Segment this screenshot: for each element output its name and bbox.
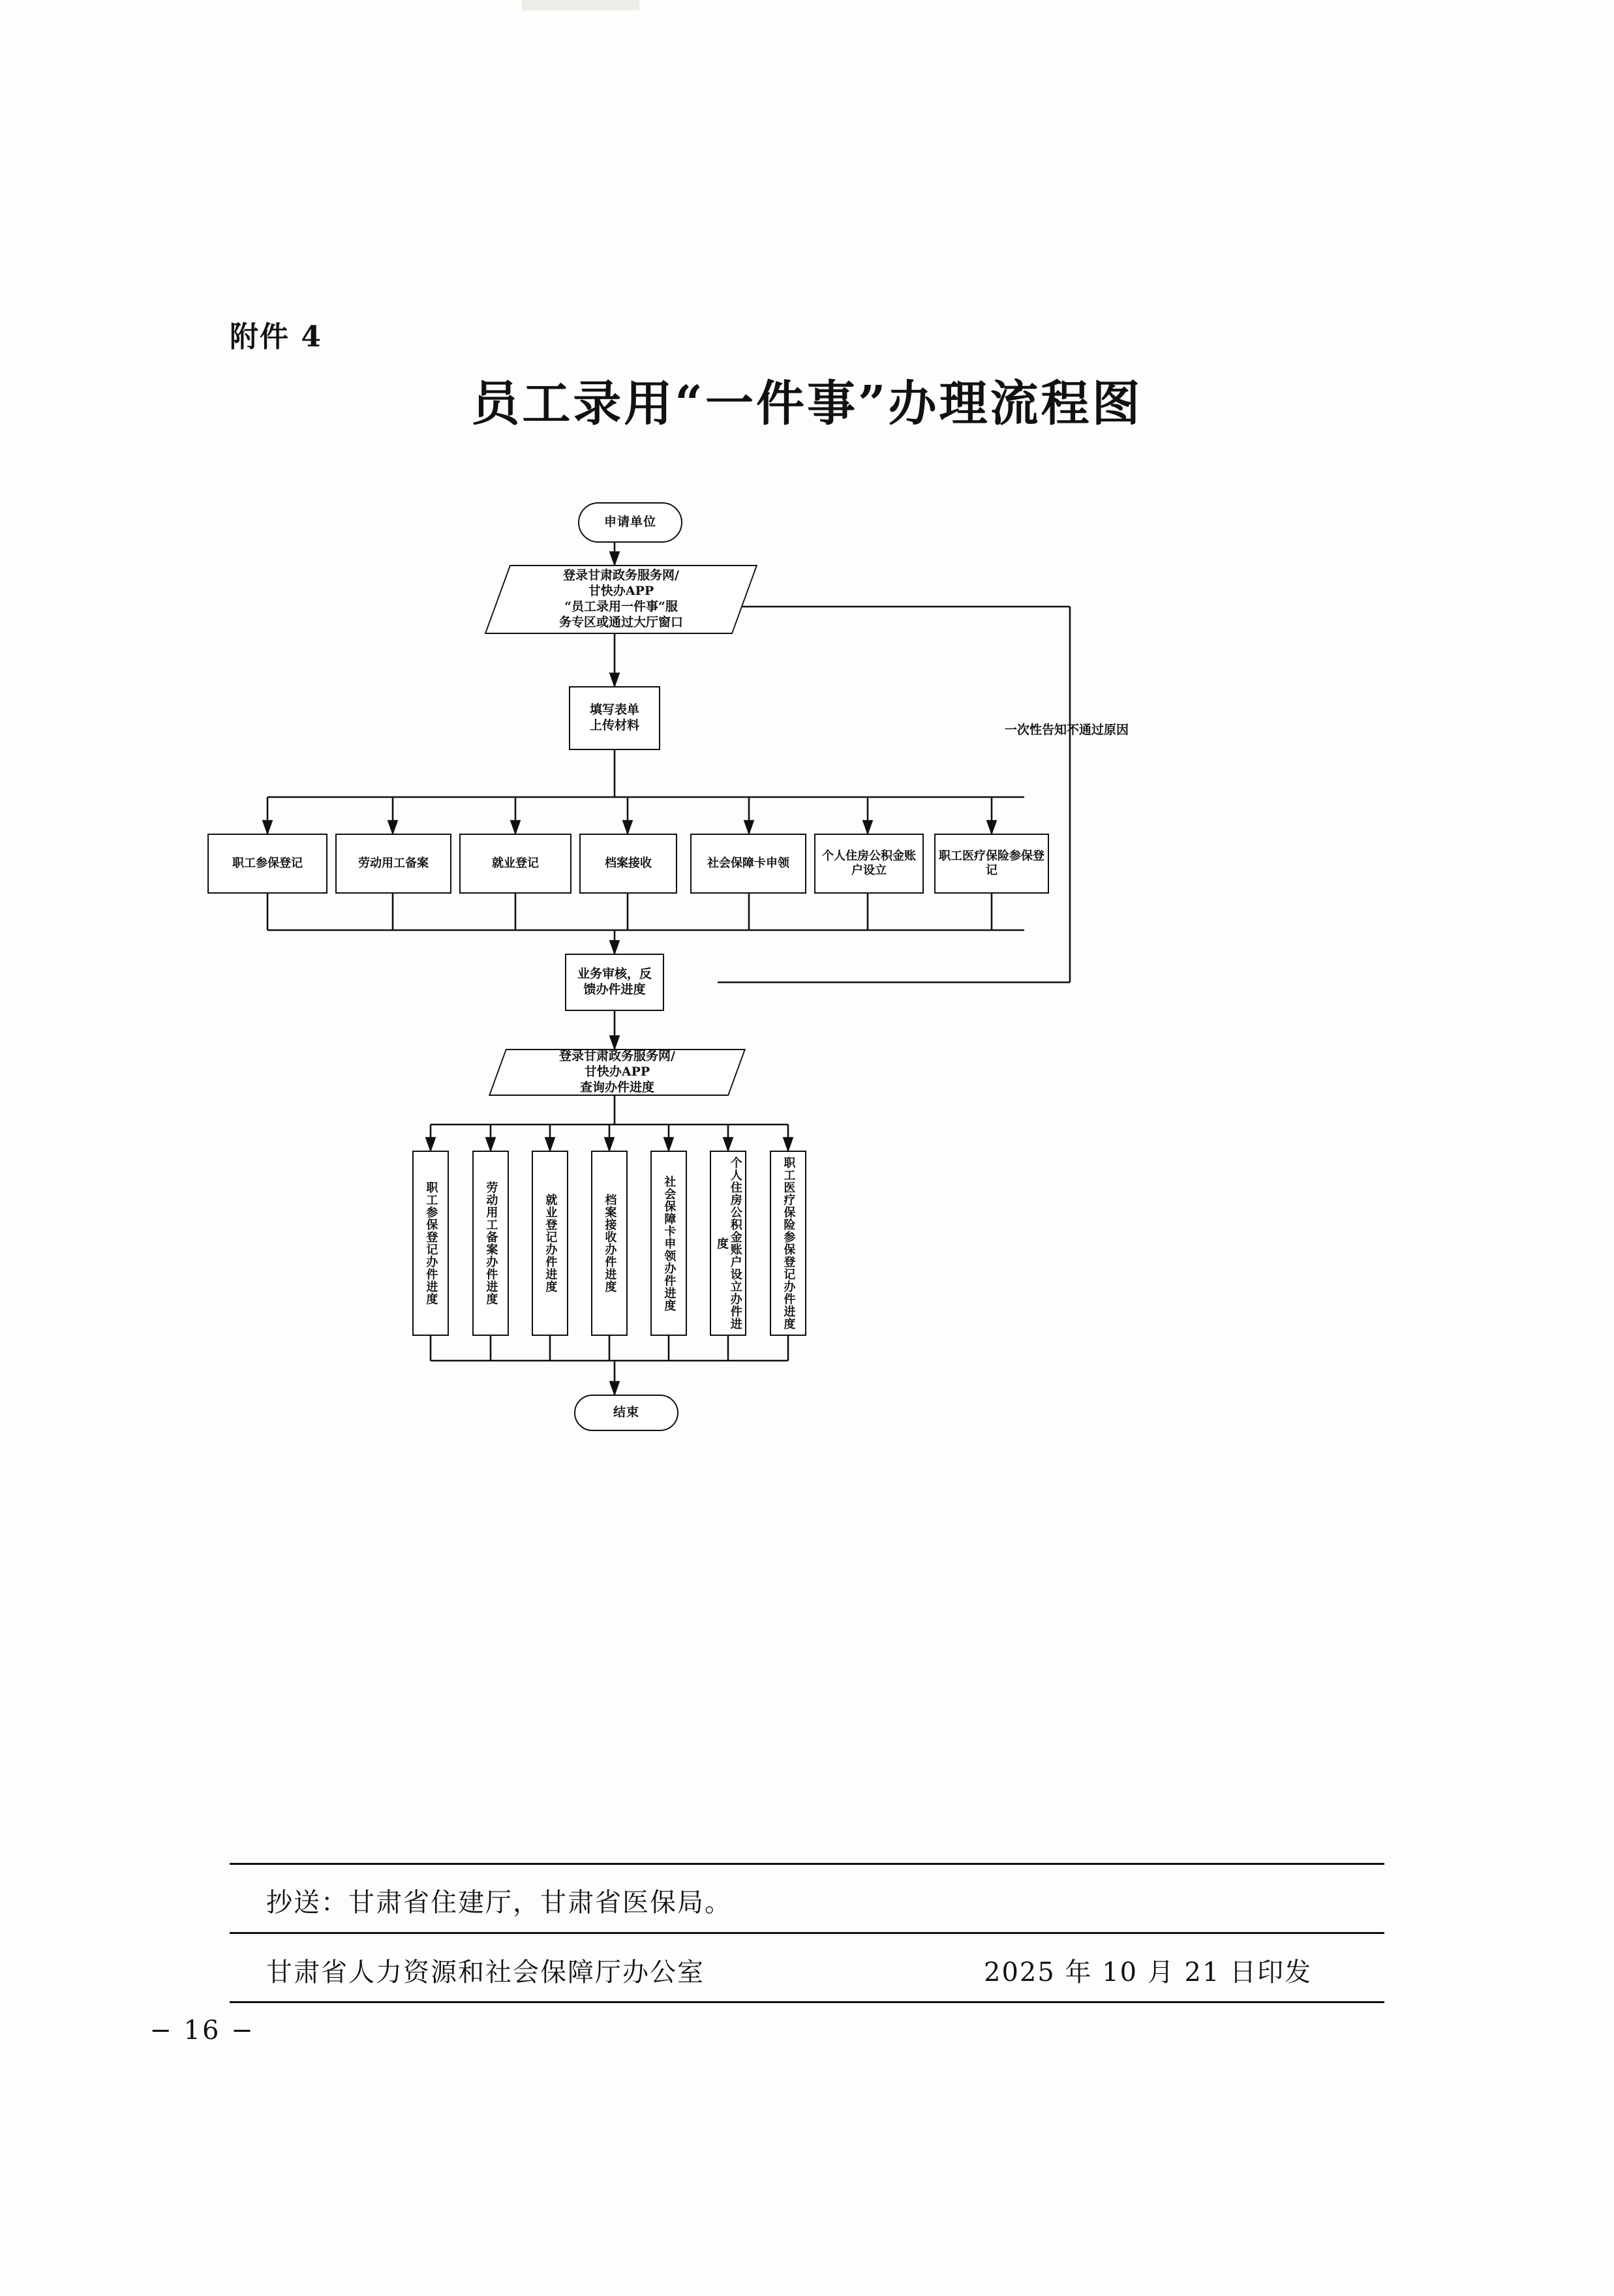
page-title: 员工录用“一件事”办理流程图	[471, 376, 1143, 432]
flow-node-start: 申请单位	[578, 502, 682, 543]
flow-node-service-7: 职工医疗保险参保登记	[934, 834, 1049, 894]
flow-node-query-portal-label: 登录甘肃政务服务网/ 甘快办APP 查询办件进度	[559, 1049, 675, 1095]
footer-issue-date: 2025 年 10 月 21 日印发	[984, 1957, 1313, 1987]
flow-node-service-1: 职工参保登记	[207, 834, 327, 894]
footer-rule-bottom	[230, 2001, 1384, 2003]
scan-artifact	[522, 0, 639, 10]
flow-node-service-4: 档案接收	[579, 834, 677, 894]
flowchart	[0, 496, 1614, 1670]
flow-node-end: 结束	[574, 1395, 678, 1431]
flow-node-review	[565, 954, 664, 1011]
flow-node-progress-5: 社会保障卡申领办件进度	[650, 1151, 687, 1336]
flow-node-progress-1: 职工参保登记办件进度	[412, 1151, 449, 1336]
flow-node-progress-2: 劳动用工备案办件进度	[472, 1151, 509, 1336]
flow-node-service-5: 社会保障卡申领	[690, 834, 806, 894]
flow-node-progress-4: 档案接收办件进度	[591, 1151, 628, 1336]
flow-node-progress-3: 就业登记办件进度	[532, 1151, 568, 1336]
flowchart-connectors	[0, 496, 1614, 1670]
flow-node-service-3: 就业登记	[459, 834, 571, 894]
flow-node-fill-form	[569, 686, 660, 750]
flow-node-progress-7: 职工医疗保险参保登记办件进度	[770, 1151, 806, 1336]
attachment-label: 附件 4	[230, 320, 322, 354]
footer-issuer: 甘肃省人力资源和社会保障厅办公室	[266, 1957, 705, 1987]
flow-node-service-2: 劳动用工备案	[335, 834, 451, 894]
footer-rule-middle	[230, 1932, 1384, 1934]
annotation-feedback-loop: 一次性告知不通过原因	[1005, 723, 1129, 737]
flow-node-review-label: 业务审核，反 馈办件进度	[577, 967, 652, 997]
flow-node-query-portal	[497, 1049, 737, 1096]
flow-node-service-6: 个人住房公积金账户设立	[814, 834, 924, 894]
footer-rule-top	[230, 1863, 1384, 1865]
page-number: − 16 −	[149, 2016, 255, 2046]
footer-cc-line: 抄送：甘肃省住建厅，甘肃省医保局。	[266, 1888, 732, 1918]
flow-node-login-portal	[497, 565, 745, 634]
flow-node-fill-form-label: 填写表单 上传材料	[589, 702, 639, 733]
flow-node-login-portal-label: 登录甘肃政务服务网/ 甘快办APP “员工录用一件事”服 务专区或通过大厅窗口	[558, 568, 683, 629]
flow-node-progress-6: 个人住房公积金账户设立办件进度	[710, 1151, 746, 1336]
